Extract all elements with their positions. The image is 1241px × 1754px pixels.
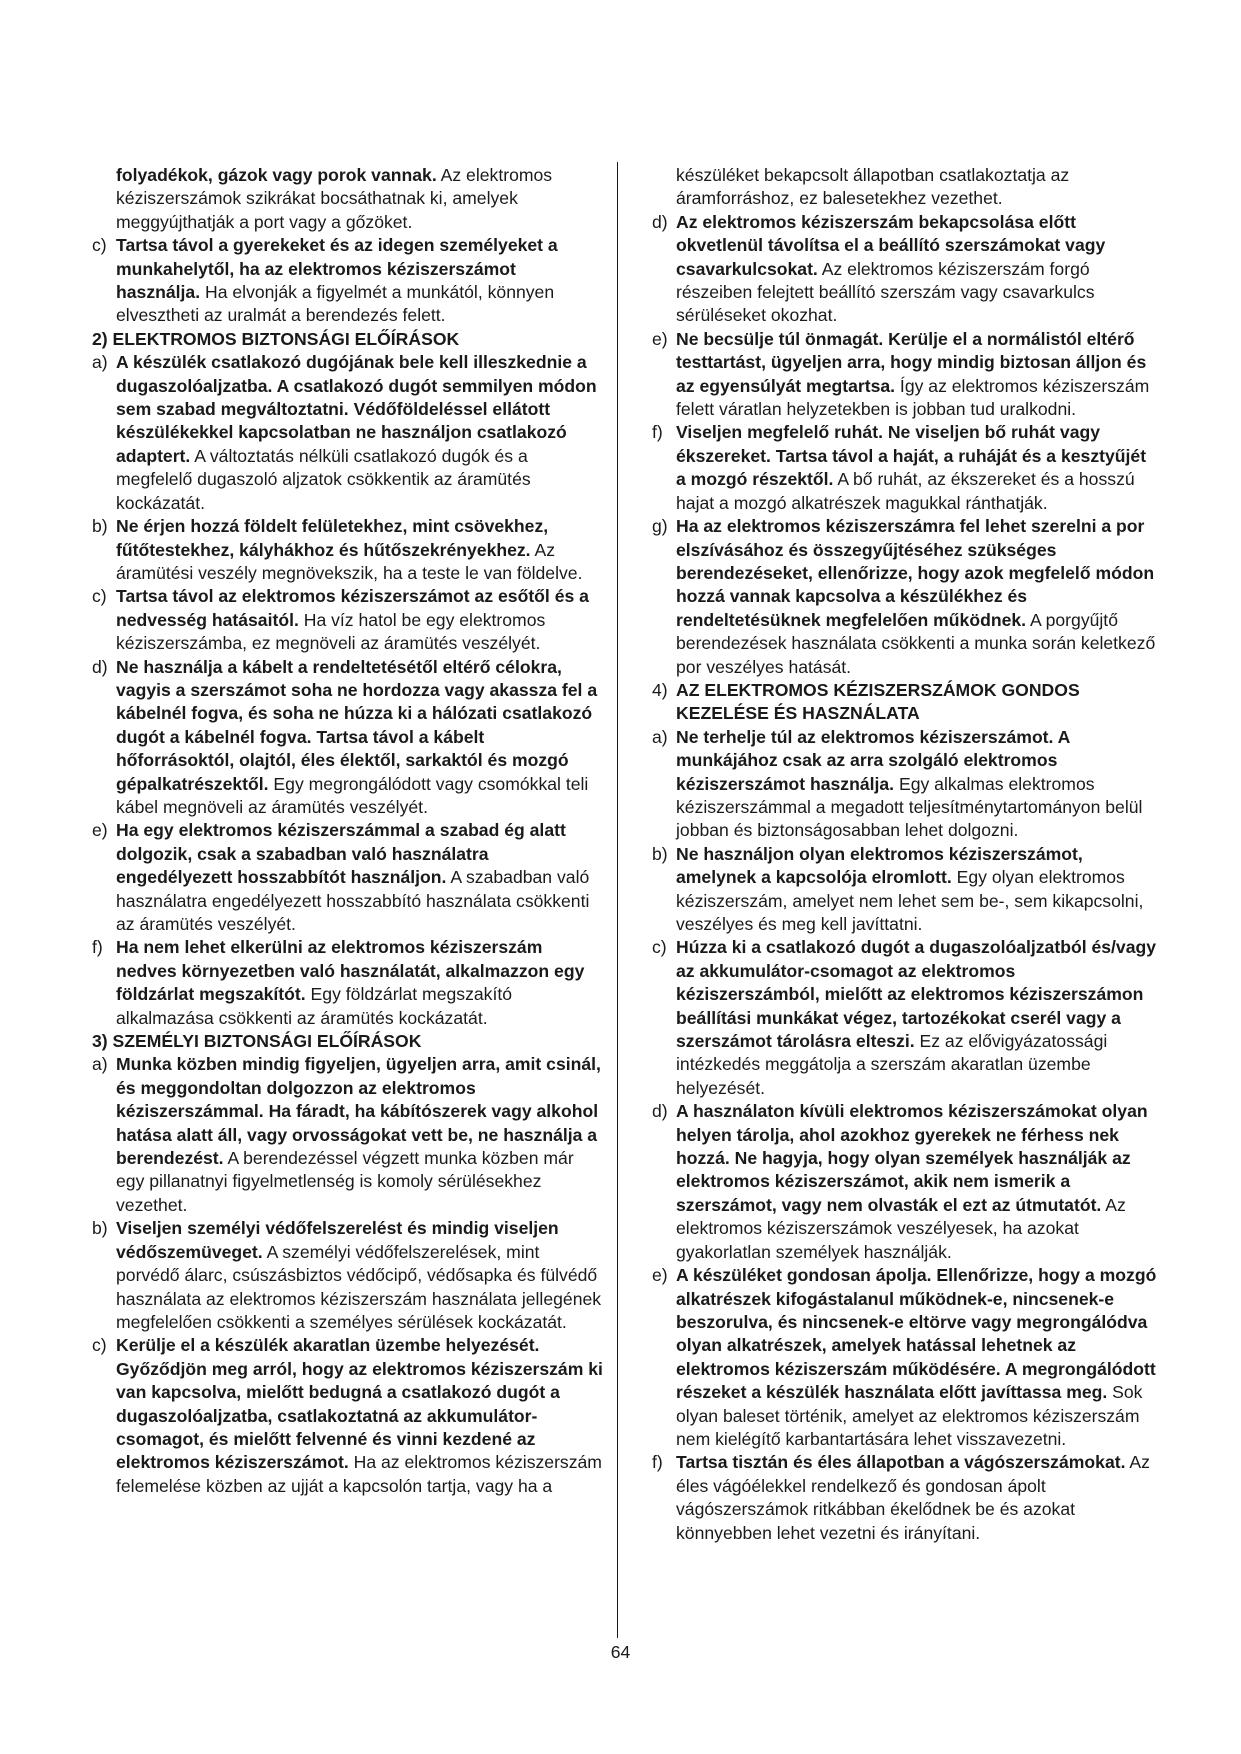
electrical-item-e (92, 819, 604, 936)
item-bold: Ha nem lehet elkerülni az elektromos kéziszerszám nedves környezetben való használatát, alkalmazzon egy földzárlat megszakítót. (116, 937, 585, 1005)
item-label: e) (652, 1265, 668, 1286)
item-text: A szabadban való használatra engedélyezett hosszabbító használata csökkenti az áramütés veszélyét. (116, 867, 590, 934)
item-bold: Viseljen megfelelő ruhát. Ne viseljen bő ruhát vagy ékszereket. Tartsa távol a haját, a ruháját és a kesztyűjét a mozgó részektől. (676, 422, 1147, 490)
continued-paragraph (652, 164, 1157, 211)
item-bold: Viseljen személyi védőfelszerelést és mindig viseljen védőszemüveget. (116, 1218, 559, 1262)
item-label: f) (92, 937, 103, 958)
personal-item-b (92, 1217, 604, 1334)
tool-care-item-b (652, 843, 1157, 937)
personal-item-a (92, 1053, 604, 1217)
item-bold: Húzza ki a csatlakozó dugót a dugaszolóaljzatból és/vagy az akkumulátor-csomagot az elektromos kéziszerszámból, mielőtt az elektromos kéziszerszámon beállítási munkákat végez, tartozékokat cserél vagy a szerszámot tárolásra elteszi. (676, 937, 1157, 1052)
tool-care-item-c (652, 936, 1157, 1100)
item-bold: Ne becsülje túl önmagát. Kerülje el a normálistól eltérő testtartást, ügyeljen arra, hogy mindig biztosan álljon és az egyensúlyát megtartsa. (676, 328, 1147, 396)
continued-text: készüléket bekapcsolt állapotban csatlakoztatja az áramforráshoz, ez balesetekhez vezethet. (676, 165, 1070, 209)
item-label: e) (652, 328, 668, 349)
item-bold: Ne érjen hozzá földelt felületekhez, mint csövekhez, fűtőtestekhez, kályhákhoz és hűtőszekrényekhez. (116, 516, 549, 560)
item-text: Egy földzárlat megszakító alkalmazása csökkenti az áramütés kockázatát. (116, 984, 513, 1028)
section-3-title: 3) SZEMÉLYI BIZTONSÁGI ELŐÍRÁSOK (92, 1031, 422, 1052)
personal-item-d (652, 211, 1157, 328)
item-text: Az áramütési veszély megnövekszik, ha a teste le van földelve. (116, 539, 583, 583)
section-4-title-line1: AZ ELEKTROMOS KÉZISZERSZÁMOK GONDOS (676, 679, 1080, 700)
item-bold: Munka közben mindig figyeljen, ügyeljen arra, amit csinál, és meggondoltan dolgozzon az elektromos kéziszerszámmal. Ha fáradt, ha kábítószerek vagy alkohol hatása alatt áll, vagy orvosságokat vett be, ne használja a berendezést. (116, 1054, 601, 1169)
electrical-item-f (92, 936, 604, 1030)
tool-care-item-f (652, 1451, 1157, 1545)
item-text: A bő ruhát, az ékszereket és a hosszú hajat a mozgó alkatrészek magukkal ránthatják. (676, 469, 1135, 513)
item-label: c) (92, 235, 107, 256)
personal-item-f (652, 421, 1157, 515)
item-text: A berendezéssel végzett munka közben már egy pillanatnyi figyelmetlenség is komoly sérülésekhez vezethet. (116, 1148, 574, 1215)
item-label: a) (92, 352, 108, 373)
item-text: A személyi védőfelszerelések, mint porvédő álarc, csúszásbiztos védőcipő, védősapka és fülvédő használata az elektromos kéziszerszám használata jellegének megfelelően csökkenti a személyes sérülések kockázatát. (116, 1241, 602, 1332)
item-bold: A készüléket gondosan ápolja. Ellenőrizze, hogy a mozgó alkatrészek kifogástalanul működnek-e, nincsenek-e beszorulva, és nincsenek-e eltörve vagy megrongálódva olyan alkatrészek, amelyek hatással lehetnek az elektromos kéziszerszám működésére. A megrongálódott részeket a készülék használata előtt javíttassa meg. (676, 1265, 1157, 1403)
item-text: Az elektromos kéziszerszámok veszélyesek, ha azokat gyakorlatlan személyek használják. (676, 1194, 1126, 1262)
section-4-number: 4) (652, 679, 668, 700)
item-label: b) (92, 1218, 108, 1239)
electrical-item-d (92, 656, 604, 820)
item-bold: Tartsa tisztán és éles állapotban a vágószerszámokat. (676, 1452, 1126, 1473)
item-text: Így az elektromos kéziszerszám felett váratlan helyzetekben is jobban tud uralkodni. (676, 375, 1150, 420)
continued-bold: folyadékok, gázok vagy porok vannak. (116, 165, 437, 185)
item-text: Ha elvonják a figyelmét a munkától, könnyen elvesztheti az uralmát a berendezés felett. (116, 282, 555, 326)
item-label: f) (652, 1452, 663, 1473)
item-text: Egy olyan elektromos kéziszerszám, amelyet nem lehet sem be-, sem kikapcsolni, veszélyes és meg kell javíttatni. (676, 867, 1144, 934)
continued-text: Az elektromos kéziszerszámok szikrákat bocsáthatnak ki, amelyek meggyújthatják a port vagy a gőzöket. (116, 165, 553, 232)
left-column (92, 164, 604, 1498)
section-4-title (652, 679, 1157, 726)
tool-care-item-a (652, 726, 1157, 843)
item-label: d) (92, 656, 108, 677)
work-area-item-c (92, 234, 604, 328)
electrical-item-a (92, 351, 604, 515)
item-label: f) (652, 422, 663, 443)
item-label: a) (92, 1054, 108, 1075)
item-label: d) (652, 211, 668, 232)
continued-paragraph (92, 164, 604, 234)
right-column (652, 164, 1157, 1545)
item-label: b) (652, 843, 668, 864)
item-text: Ha víz hatol be egy elektromos kéziszerszámba, ez megnöveli az áramütés veszélyét. (116, 609, 546, 654)
item-bold: A használaton kívüli elektromos kéziszerszámokat olyan helyen tárolja, ahol azokhoz gyerekek ne férhess nek hozzá. Ne hagyja, hogy olyan személyek használják az elektromos kéziszerszámot, akik nem ismerik a szerszámot, vagy nem olvasták el ezt az útmutatót. (676, 1101, 1148, 1215)
item-label: c) (652, 937, 667, 958)
item-label: c) (92, 586, 107, 607)
page-number: 64 (610, 1642, 631, 1662)
item-label: e) (92, 820, 108, 841)
tool-care-item-e (652, 1264, 1157, 1451)
section-2-title: 2) ELEKTROMOS BIZTONSÁGI ELŐÍRÁSOK (92, 328, 460, 349)
item-bold: Tartsa távol a gyerekeket és az idegen személyeket a munkahelytől, ha az elektromos kéziszerszámot használja. (116, 235, 558, 303)
item-bold: Ne használja a kábelt a rendeltetésétől eltérő célokra, vagyis a szerszámot soha ne hordozza vagy akassza fel a kábelnél fogva, és soha ne húzza ki a hálózati csatlakozó dugót a kábelnél fogva. Tartsa távol a kábelt hőforrásoktól, olajtól, éles élektől, sarkaktól és mozgó gépalkatrészektől. (116, 656, 598, 794)
item-bold: Az elektromos kéziszerszám bekapcsolása előtt okvetlenül távolítsa el a beállító szerszámokat vagy csavarkulcsokat. (676, 211, 1106, 279)
item-label: a) (652, 726, 668, 747)
item-text: Az éles vágóélekkel rendelkező és gondosan ápolt vágószerszámok ritkábban ékelődnek be és azokat könnyebben lehet vezetni és irányítani. (676, 1452, 1150, 1543)
item-bold: Ne terhelje túl az elektromos kéziszerszámot. A munkájához csak az arra szolgáló elektromos kéziszerszámot használja. (676, 726, 1070, 794)
item-bold: Ha az elektromos kéziszerszámra fel lehet szerelni a por elszívásához és összegyűjtéséhez szükséges berendezéseket, ellenőrizze, hogy azok megfelelő módon hozzá vannak kapcsolva a készülékhez és rendeltetésüknek megfelelően működnek. (676, 516, 1155, 630)
item-label: c) (92, 1335, 107, 1356)
electrical-item-b (92, 515, 604, 585)
item-text: Egy alkalmas elektromos kéziszerszámmal a megadott teljesítménytartományon belül jobban és biztonságosabban lehet dolgozni. (676, 773, 1143, 841)
item-label: b) (92, 516, 108, 537)
item-text: Ez az elővigyázatossági intézkedés meggátolja a szerszám akaratlan üzembe helyezését. (676, 1031, 1108, 1098)
item-text: A porgyűjtő berendezések használata csökkenti a munka során keletkező por veszélyes hatását. (676, 609, 1156, 677)
item-bold: A készülék csatlakozó dugójának bele kell illeszkednie a dugaszolóaljzatba. A csatlakozó dugót semmilyen módon sem szabad megváltoztatni. Védőföldeléssel ellátott készülékekkel kapcsolatban ne használjon csatlakozó adaptert. (116, 352, 597, 466)
item-text: Ha az elektromos kéziszerszám felemelése közben az ujját a kapcsolón tartja, vagy ha a (116, 1452, 602, 1496)
personal-item-e (652, 328, 1157, 422)
item-bold: Ha egy elektromos kéziszerszámmal a szabad ég alatt dolgozik, csak a szabadban való használatra engedélyezett hosszabbítót használjon. (116, 820, 566, 888)
column-divider (617, 162, 618, 1638)
personal-item-g (652, 515, 1157, 679)
item-text: Az elektromos kéziszerszám forgó részeiben felejtett beállító szerszám vagy csavarkulcs sérüléseket okozhat. (676, 258, 1095, 326)
tool-care-item-d (652, 1100, 1157, 1264)
item-text: Egy megrongálódott vagy csomókkal teli kábel megnöveli az áramütés veszélyét. (116, 773, 589, 817)
item-bold: Kerülje el a készülék akaratlan üzembe helyezését. Győződjön meg arról, hogy az elektromos kéziszerszám ki van kapcsolva, mielőtt bedugná a csatlakozó dugót a dugaszolóaljzatba, csatlakoztatná az akkumulátor-csomagot, és mielőtt felvenné és vinni kezdené az elektromos kéziszerszámot. (116, 1335, 603, 1473)
electrical-item-c (92, 585, 604, 655)
section-4-title-line2: KEZELÉSE ÉS HASZNÁLATA (676, 703, 920, 724)
item-label: g) (652, 516, 668, 537)
item-label: d) (652, 1101, 668, 1122)
item-text: Sok olyan baleset történik, amelyet az elektromos kéziszerszám nem kielégítő karbantartására lehet visszavezetni. (676, 1382, 1143, 1449)
item-text: A változtatás nélküli csatlakozó dugók és a megfelelő dugaszoló aljzatok csökkentik az áramütés kockázatát. (116, 445, 531, 513)
item-bold: Tartsa távol az elektromos kéziszerszámot az esőtől és a nedvesség hatásaitól. (116, 586, 589, 630)
item-bold: Ne használjon olyan elektromos kéziszerszámot, amelynek a kapcsolója elromlott. (676, 843, 1083, 888)
personal-item-c (92, 1334, 604, 1498)
